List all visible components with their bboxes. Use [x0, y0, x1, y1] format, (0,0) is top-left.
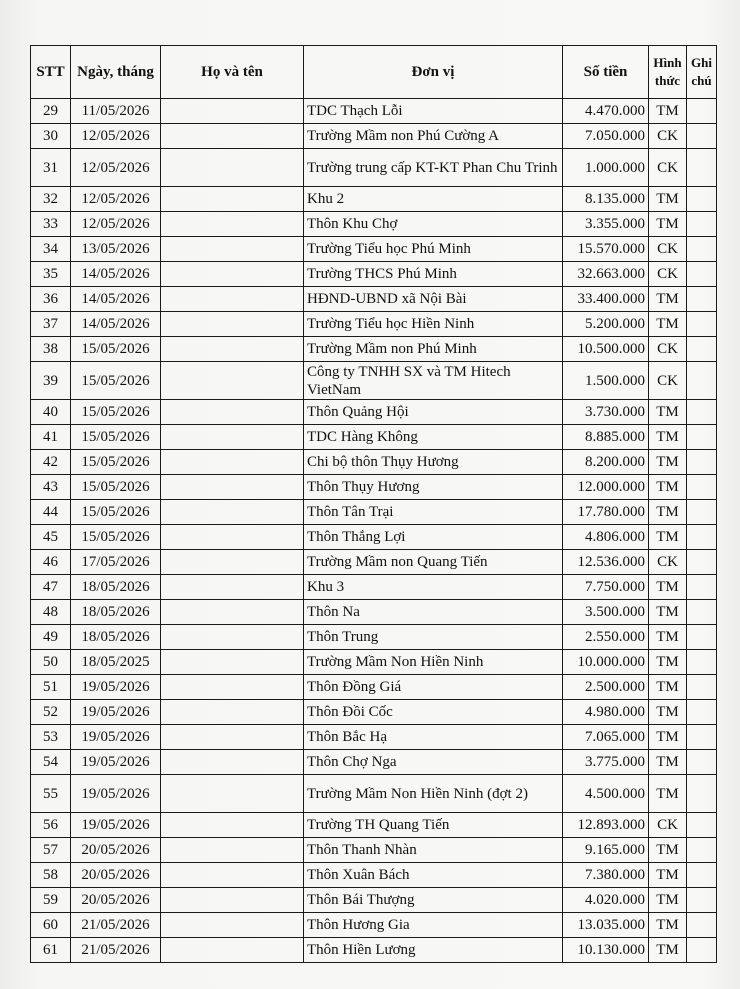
- cell-stt: 57: [31, 838, 71, 863]
- table-row: [31, 99, 717, 124]
- header-note-line2: chú: [691, 73, 712, 88]
- cell-method: CK: [649, 337, 687, 362]
- cell-date: 19/05/2026: [71, 675, 161, 700]
- cell-method: CK: [649, 237, 687, 262]
- cell-amount: 5.200.000: [563, 312, 649, 337]
- cell-date: 15/05/2026: [71, 500, 161, 525]
- table-row: [31, 938, 717, 963]
- cell-unit: Thôn Thắng Lợi: [304, 525, 563, 550]
- cell-unit: Thôn Thanh Nhàn: [304, 838, 563, 863]
- cell-unit: Thôn Đồi Cốc: [304, 700, 563, 725]
- cell-date: 18/05/2026: [71, 600, 161, 625]
- cell-name: [161, 237, 304, 262]
- cell-note: [687, 550, 717, 575]
- cell-note: [687, 725, 717, 750]
- cell-name: [161, 575, 304, 600]
- cell-amount: 10.500.000: [563, 337, 649, 362]
- cell-name: [161, 475, 304, 500]
- cell-date: 20/05/2026: [71, 838, 161, 863]
- table-row: [31, 575, 717, 600]
- cell-name: [161, 913, 304, 938]
- donation-ledger-table: [30, 45, 717, 963]
- cell-method: CK: [649, 813, 687, 838]
- cell-method: CK: [649, 149, 687, 187]
- table-row: [31, 600, 717, 625]
- cell-stt: 46: [31, 550, 71, 575]
- cell-amount: 10.130.000: [563, 938, 649, 963]
- table-row: [31, 425, 717, 450]
- cell-note: [687, 700, 717, 725]
- cell-date: 15/05/2026: [71, 400, 161, 425]
- cell-method: TM: [649, 675, 687, 700]
- header-method: [649, 46, 687, 99]
- cell-date: 15/05/2026: [71, 362, 161, 400]
- cell-unit: Trường THCS Phú Minh: [304, 262, 563, 287]
- header-note-line1: Ghi: [691, 55, 712, 70]
- cell-note: [687, 124, 717, 149]
- cell-amount: 1.500.000: [563, 362, 649, 400]
- cell-amount: 2.550.000: [563, 625, 649, 650]
- cell-unit: Chi bộ thôn Thụy Hương: [304, 450, 563, 475]
- table-row: [31, 312, 717, 337]
- cell-method: CK: [649, 550, 687, 575]
- cell-amount: 10.000.000: [563, 650, 649, 675]
- cell-note: [687, 575, 717, 600]
- cell-note: [687, 913, 717, 938]
- cell-amount: 8.885.000: [563, 425, 649, 450]
- cell-date: 12/05/2026: [71, 149, 161, 187]
- cell-unit: Thôn Chợ Nga: [304, 750, 563, 775]
- cell-stt: 32: [31, 187, 71, 212]
- cell-unit: Trường Mầm Non Hiền Ninh: [304, 650, 563, 675]
- cell-date: 18/05/2026: [71, 625, 161, 650]
- cell-method: TM: [649, 450, 687, 475]
- cell-date: 15/05/2026: [71, 425, 161, 450]
- cell-name: [161, 750, 304, 775]
- cell-unit: Trường Tiểu học Hiền Ninh: [304, 312, 563, 337]
- cell-name: [161, 287, 304, 312]
- table-row: [31, 237, 717, 262]
- cell-method: TM: [649, 775, 687, 813]
- cell-date: 14/05/2026: [71, 262, 161, 287]
- cell-method: TM: [649, 475, 687, 500]
- cell-name: [161, 425, 304, 450]
- cell-unit: Trường Mầm Non Hiền Ninh (đợt 2): [304, 775, 563, 813]
- cell-amount: 12.000.000: [563, 475, 649, 500]
- cell-method: TM: [649, 888, 687, 913]
- cell-method: TM: [649, 625, 687, 650]
- cell-stt: 49: [31, 625, 71, 650]
- cell-stt: 31: [31, 149, 71, 187]
- cell-method: TM: [649, 500, 687, 525]
- table-row: [31, 124, 717, 149]
- cell-unit: Trường trung cấp KT-KT Phan Chu Trinh: [304, 149, 563, 187]
- cell-method: TM: [649, 838, 687, 863]
- cell-unit: Thôn Trung: [304, 625, 563, 650]
- cell-name: [161, 212, 304, 237]
- cell-date: 12/05/2026: [71, 212, 161, 237]
- cell-unit: Thôn Khu Chợ: [304, 212, 563, 237]
- cell-name: [161, 337, 304, 362]
- cell-date: 14/05/2026: [71, 312, 161, 337]
- table-row: [31, 262, 717, 287]
- cell-unit: Thôn Na: [304, 600, 563, 625]
- header-date: Ngày, tháng: [71, 46, 161, 99]
- cell-method: TM: [649, 650, 687, 675]
- cell-date: 20/05/2026: [71, 863, 161, 888]
- cell-note: [687, 287, 717, 312]
- cell-amount: 4.980.000: [563, 700, 649, 725]
- cell-date: 15/05/2026: [71, 450, 161, 475]
- table-row: [31, 863, 717, 888]
- cell-stt: 41: [31, 425, 71, 450]
- cell-name: [161, 938, 304, 963]
- table-row: [31, 212, 717, 237]
- cell-amount: 7.065.000: [563, 725, 649, 750]
- cell-method: CK: [649, 262, 687, 287]
- cell-name: [161, 187, 304, 212]
- cell-date: 15/05/2026: [71, 337, 161, 362]
- cell-name: [161, 312, 304, 337]
- cell-name: [161, 362, 304, 400]
- cell-date: 19/05/2026: [71, 700, 161, 725]
- cell-note: [687, 675, 717, 700]
- header-stt: STT: [31, 46, 71, 99]
- cell-unit: Thôn Tân Trại: [304, 500, 563, 525]
- cell-note: [687, 838, 717, 863]
- cell-name: [161, 813, 304, 838]
- cell-note: [687, 425, 717, 450]
- cell-name: [161, 400, 304, 425]
- cell-stt: 38: [31, 337, 71, 362]
- cell-stt: 42: [31, 450, 71, 475]
- cell-amount: 7.050.000: [563, 124, 649, 149]
- cell-note: [687, 500, 717, 525]
- cell-name: [161, 863, 304, 888]
- cell-unit: TDC Hàng Không: [304, 425, 563, 450]
- cell-unit: Trường TH Quang Tiến: [304, 813, 563, 838]
- header-note: [687, 46, 717, 99]
- table-row: [31, 475, 717, 500]
- cell-method: TM: [649, 187, 687, 212]
- cell-amount: 3.775.000: [563, 750, 649, 775]
- table-row: [31, 775, 717, 813]
- cell-stt: 50: [31, 650, 71, 675]
- cell-note: [687, 625, 717, 650]
- cell-name: [161, 775, 304, 813]
- cell-note: [687, 362, 717, 400]
- cell-stt: 43: [31, 475, 71, 500]
- cell-amount: 12.893.000: [563, 813, 649, 838]
- table-row: [31, 149, 717, 187]
- cell-note: [687, 237, 717, 262]
- cell-unit: Thôn Hương Gia: [304, 913, 563, 938]
- table-row: [31, 625, 717, 650]
- cell-stt: 58: [31, 863, 71, 888]
- cell-date: 11/05/2026: [71, 99, 161, 124]
- cell-note: [687, 750, 717, 775]
- cell-amount: 2.500.000: [563, 675, 649, 700]
- cell-unit: Thôn Đồng Giá: [304, 675, 563, 700]
- cell-method: TM: [649, 700, 687, 725]
- cell-note: [687, 312, 717, 337]
- cell-method: TM: [649, 525, 687, 550]
- cell-unit: Thôn Thụy Hương: [304, 475, 563, 500]
- cell-amount: 3.730.000: [563, 400, 649, 425]
- cell-amount: 32.663.000: [563, 262, 649, 287]
- cell-name: [161, 450, 304, 475]
- cell-note: [687, 938, 717, 963]
- cell-amount: 7.380.000: [563, 863, 649, 888]
- cell-unit: Thôn Hiền Lương: [304, 938, 563, 963]
- cell-note: [687, 400, 717, 425]
- table-row: [31, 888, 717, 913]
- cell-method: TM: [649, 575, 687, 600]
- cell-note: [687, 863, 717, 888]
- cell-unit: Thôn Xuân Bách: [304, 863, 563, 888]
- cell-amount: 4.500.000: [563, 775, 649, 813]
- cell-name: [161, 525, 304, 550]
- cell-amount: 13.035.000: [563, 913, 649, 938]
- table-row: [31, 750, 717, 775]
- cell-note: [687, 775, 717, 813]
- cell-method: TM: [649, 725, 687, 750]
- table-row: [31, 913, 717, 938]
- cell-method: TM: [649, 600, 687, 625]
- cell-method: CK: [649, 124, 687, 149]
- header-method-line2: thức: [654, 73, 681, 88]
- cell-note: [687, 450, 717, 475]
- cell-stt: 39: [31, 362, 71, 400]
- cell-stt: 61: [31, 938, 71, 963]
- cell-unit: HĐND-UBND xã Nội Bài: [304, 287, 563, 312]
- cell-note: [687, 650, 717, 675]
- cell-unit: Thôn Bắc Hạ: [304, 725, 563, 750]
- cell-date: 21/05/2026: [71, 913, 161, 938]
- cell-note: [687, 187, 717, 212]
- table-row: [31, 525, 717, 550]
- cell-name: [161, 99, 304, 124]
- cell-amount: 3.500.000: [563, 600, 649, 625]
- cell-date: 17/05/2026: [71, 550, 161, 575]
- table-row: [31, 287, 717, 312]
- cell-note: [687, 337, 717, 362]
- cell-date: 15/05/2026: [71, 475, 161, 500]
- cell-name: [161, 625, 304, 650]
- cell-date: 19/05/2026: [71, 725, 161, 750]
- cell-date: 12/05/2026: [71, 124, 161, 149]
- cell-unit: Trường Mầm non Quang Tiến: [304, 550, 563, 575]
- cell-name: [161, 725, 304, 750]
- cell-date: 13/05/2026: [71, 237, 161, 262]
- cell-amount: 7.750.000: [563, 575, 649, 600]
- cell-amount: 33.400.000: [563, 287, 649, 312]
- ledger-body: [31, 99, 717, 963]
- cell-method: TM: [649, 863, 687, 888]
- cell-date: 14/05/2026: [71, 287, 161, 312]
- cell-date: 18/05/2026: [71, 575, 161, 600]
- table-row: [31, 675, 717, 700]
- cell-stt: 53: [31, 725, 71, 750]
- cell-unit: Thôn Quảng Hội: [304, 400, 563, 425]
- cell-date: 21/05/2026: [71, 938, 161, 963]
- cell-unit: Khu 2: [304, 187, 563, 212]
- table-row: [31, 362, 717, 400]
- cell-amount: 9.165.000: [563, 838, 649, 863]
- cell-note: [687, 99, 717, 124]
- cell-stt: 35: [31, 262, 71, 287]
- cell-name: [161, 838, 304, 863]
- cell-date: 12/05/2026: [71, 187, 161, 212]
- cell-name: [161, 888, 304, 913]
- table-row: [31, 700, 717, 725]
- header-amount: Số tiền: [563, 46, 649, 99]
- cell-method: TM: [649, 287, 687, 312]
- cell-note: [687, 525, 717, 550]
- cell-stt: 60: [31, 913, 71, 938]
- cell-amount: 3.355.000: [563, 212, 649, 237]
- cell-stt: 47: [31, 575, 71, 600]
- cell-unit: TDC Thạch Lỗi: [304, 99, 563, 124]
- header-method-line1: Hình: [653, 55, 682, 70]
- cell-stt: 55: [31, 775, 71, 813]
- cell-method: TM: [649, 99, 687, 124]
- cell-stt: 59: [31, 888, 71, 913]
- cell-note: [687, 262, 717, 287]
- cell-name: [161, 262, 304, 287]
- table-row: [31, 500, 717, 525]
- cell-stt: 29: [31, 99, 71, 124]
- cell-stt: 36: [31, 287, 71, 312]
- table-row: [31, 813, 717, 838]
- table-row: [31, 337, 717, 362]
- cell-date: 18/05/2025: [71, 650, 161, 675]
- cell-name: [161, 124, 304, 149]
- cell-unit: Trường Mầm non Phú Minh: [304, 337, 563, 362]
- header-row: [31, 46, 717, 99]
- cell-stt: 33: [31, 212, 71, 237]
- cell-unit: Công ty TNHH SX và TM Hitech VietNam: [304, 362, 563, 400]
- cell-date: 20/05/2026: [71, 888, 161, 913]
- cell-stt: 56: [31, 813, 71, 838]
- table-row: [31, 550, 717, 575]
- cell-stt: 37: [31, 312, 71, 337]
- cell-note: [687, 813, 717, 838]
- cell-name: [161, 500, 304, 525]
- cell-note: [687, 475, 717, 500]
- cell-date: 19/05/2026: [71, 813, 161, 838]
- cell-note: [687, 600, 717, 625]
- cell-stt: 34: [31, 237, 71, 262]
- cell-amount: 1.000.000: [563, 149, 649, 187]
- cell-note: [687, 149, 717, 187]
- cell-stt: 54: [31, 750, 71, 775]
- table-row: [31, 650, 717, 675]
- cell-amount: 12.536.000: [563, 550, 649, 575]
- table-row: [31, 400, 717, 425]
- table-row: [31, 450, 717, 475]
- cell-unit: Trường Mầm non Phú Cường A: [304, 124, 563, 149]
- cell-amount: 4.806.000: [563, 525, 649, 550]
- cell-date: 15/05/2026: [71, 525, 161, 550]
- cell-amount: 17.780.000: [563, 500, 649, 525]
- cell-date: 19/05/2026: [71, 775, 161, 813]
- cell-method: TM: [649, 938, 687, 963]
- cell-stt: 48: [31, 600, 71, 625]
- cell-amount: 4.020.000: [563, 888, 649, 913]
- cell-unit: Khu 3: [304, 575, 563, 600]
- cell-name: [161, 700, 304, 725]
- header-unit: Đơn vị: [304, 46, 563, 99]
- cell-method: CK: [649, 362, 687, 400]
- table-row: [31, 838, 717, 863]
- cell-method: TM: [649, 913, 687, 938]
- cell-note: [687, 888, 717, 913]
- cell-amount: 4.470.000: [563, 99, 649, 124]
- cell-name: [161, 550, 304, 575]
- cell-stt: 52: [31, 700, 71, 725]
- cell-name: [161, 675, 304, 700]
- cell-stt: 45: [31, 525, 71, 550]
- table-row: [31, 725, 717, 750]
- cell-amount: 15.570.000: [563, 237, 649, 262]
- cell-unit: Thôn Bái Thượng: [304, 888, 563, 913]
- cell-stt: 40: [31, 400, 71, 425]
- cell-method: TM: [649, 312, 687, 337]
- cell-amount: 8.200.000: [563, 450, 649, 475]
- cell-name: [161, 149, 304, 187]
- cell-amount: 8.135.000: [563, 187, 649, 212]
- cell-name: [161, 600, 304, 625]
- cell-date: 19/05/2026: [71, 750, 161, 775]
- cell-method: TM: [649, 750, 687, 775]
- cell-method: TM: [649, 212, 687, 237]
- cell-note: [687, 212, 717, 237]
- cell-method: TM: [649, 425, 687, 450]
- cell-name: [161, 650, 304, 675]
- cell-unit: Trường Tiểu học Phú Minh: [304, 237, 563, 262]
- cell-stt: 30: [31, 124, 71, 149]
- cell-method: TM: [649, 400, 687, 425]
- cell-stt: 51: [31, 675, 71, 700]
- cell-stt: 44: [31, 500, 71, 525]
- header-name: Họ và tên: [161, 46, 304, 99]
- table-row: [31, 187, 717, 212]
